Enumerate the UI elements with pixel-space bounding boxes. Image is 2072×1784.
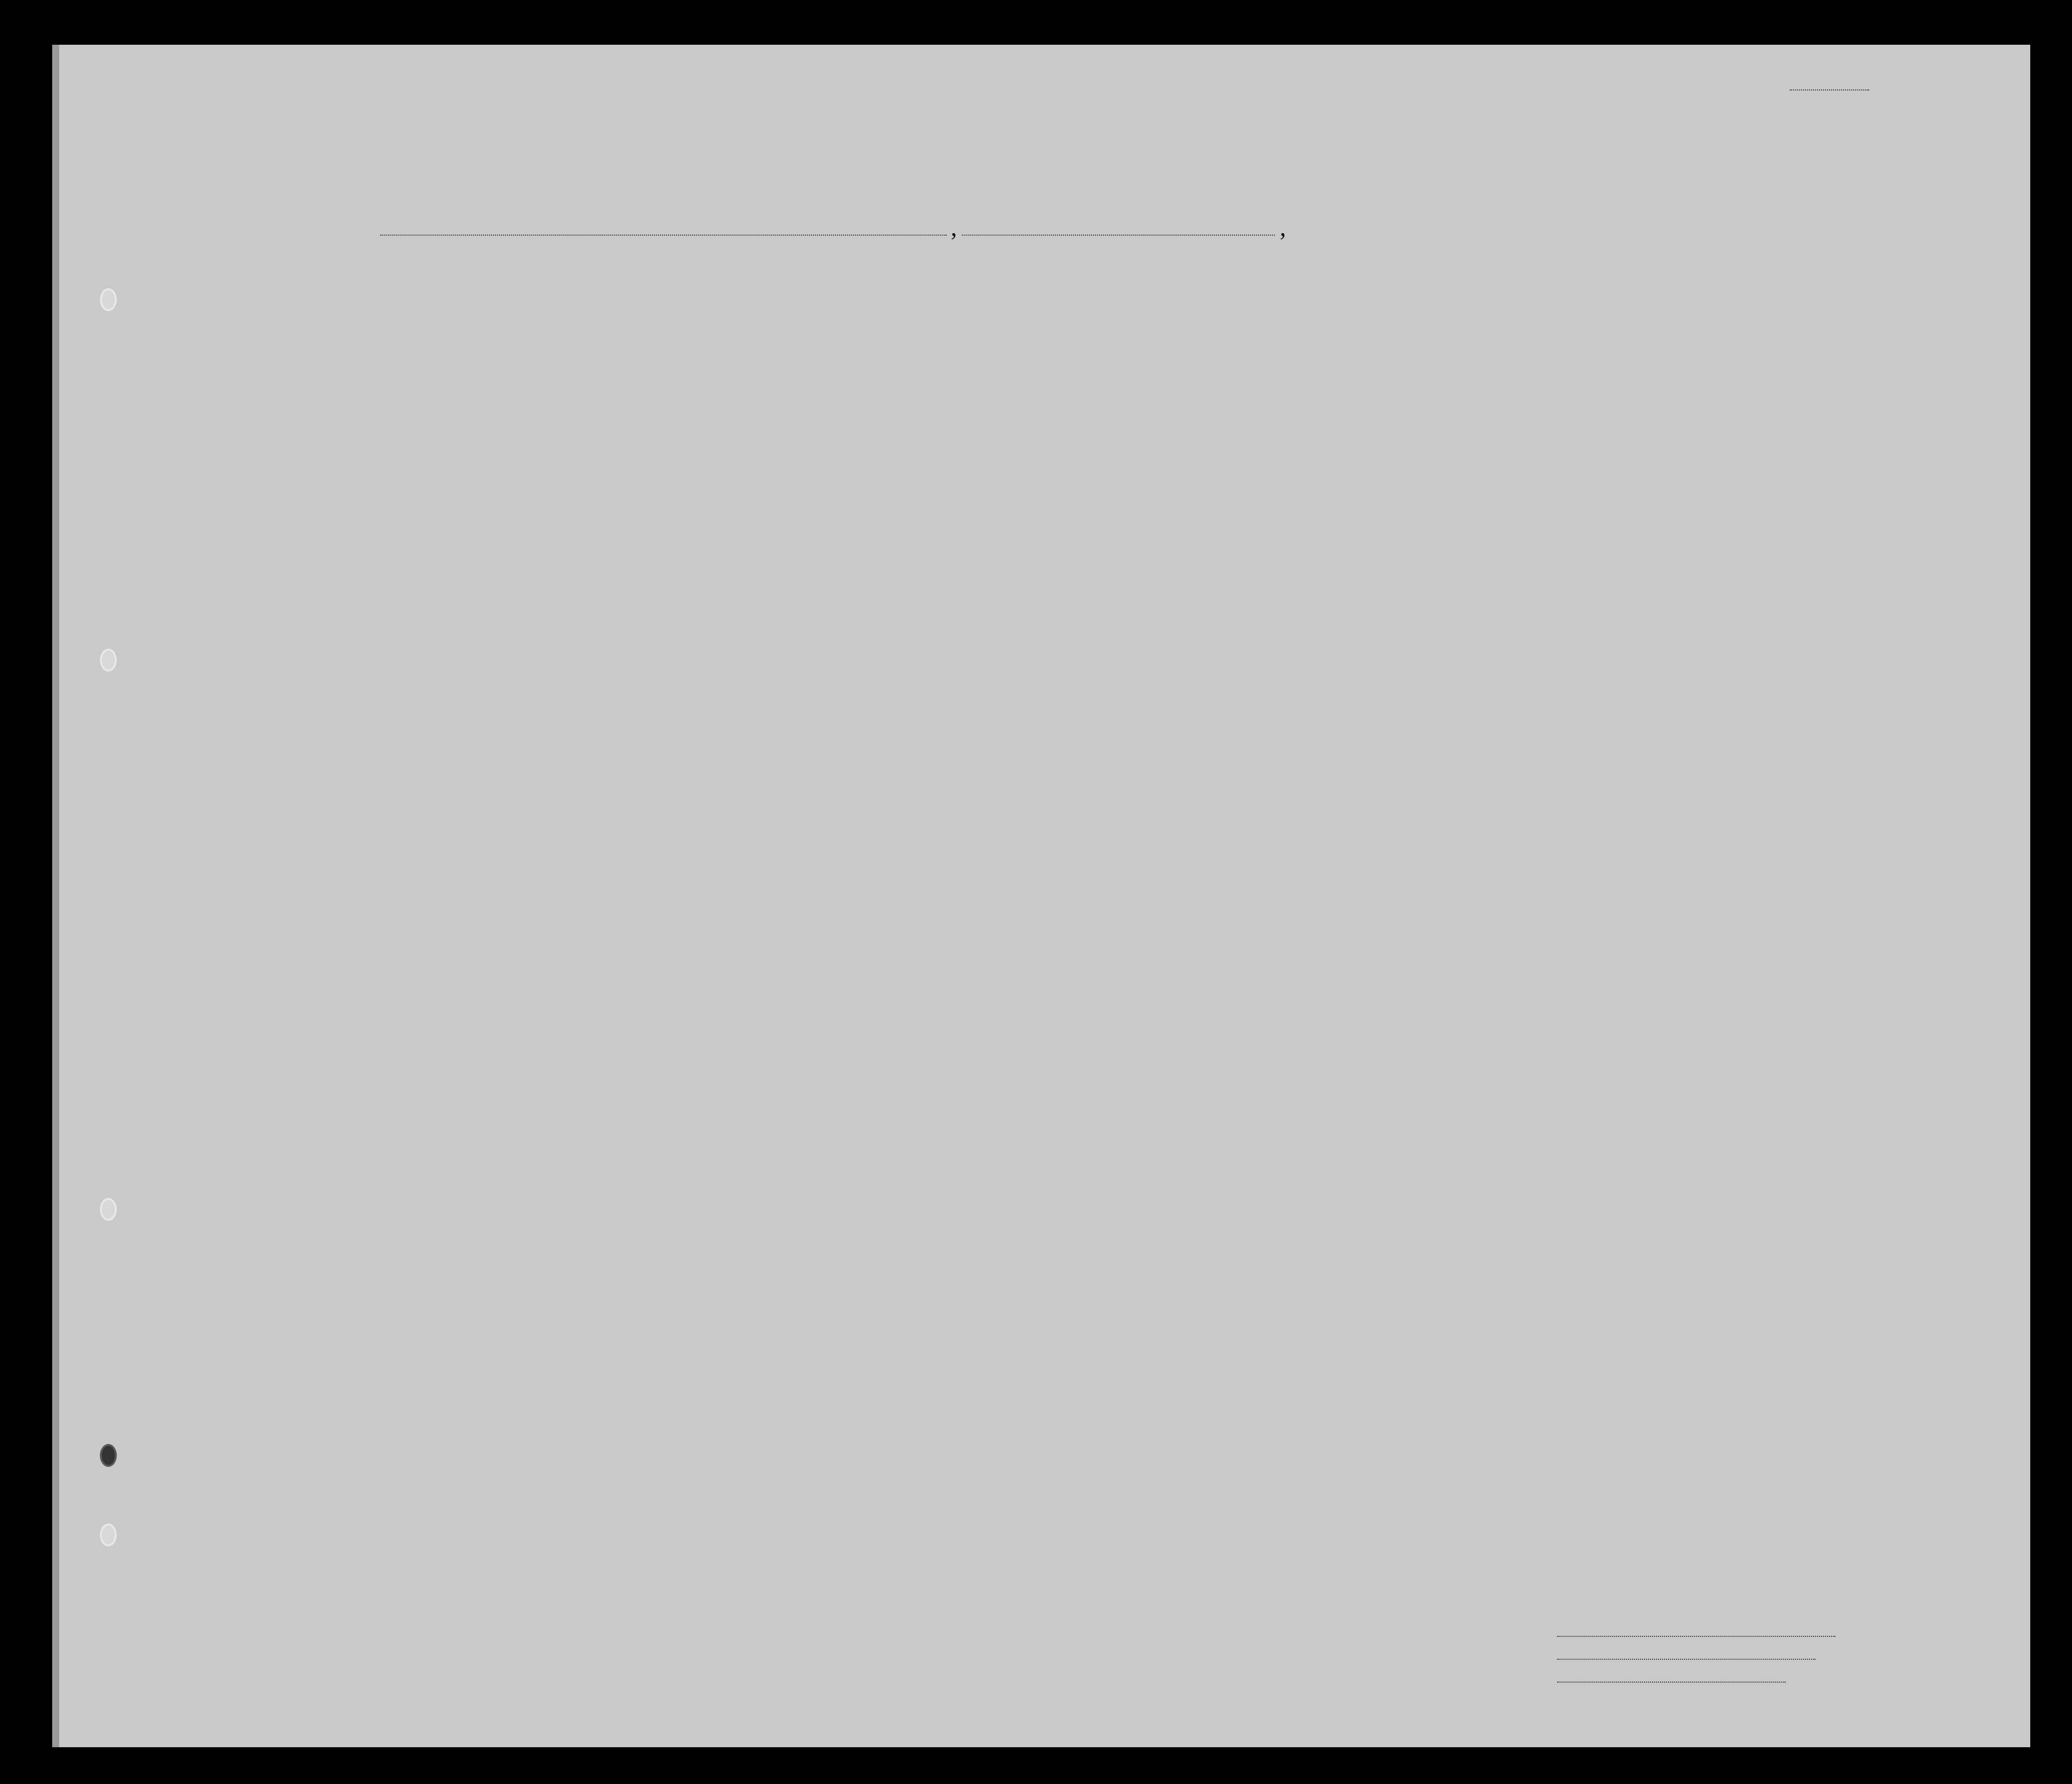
footer-agents xyxy=(1557,1672,1786,1686)
comma: , xyxy=(1280,213,1286,241)
table-grid xyxy=(52,45,2030,1747)
entry-foreign-via xyxy=(464,472,498,587)
footer-line xyxy=(1557,1626,1835,1640)
manifest-sheet xyxy=(52,45,2030,1747)
footer-owners xyxy=(1557,1649,1816,1663)
comma: , xyxy=(951,213,957,241)
